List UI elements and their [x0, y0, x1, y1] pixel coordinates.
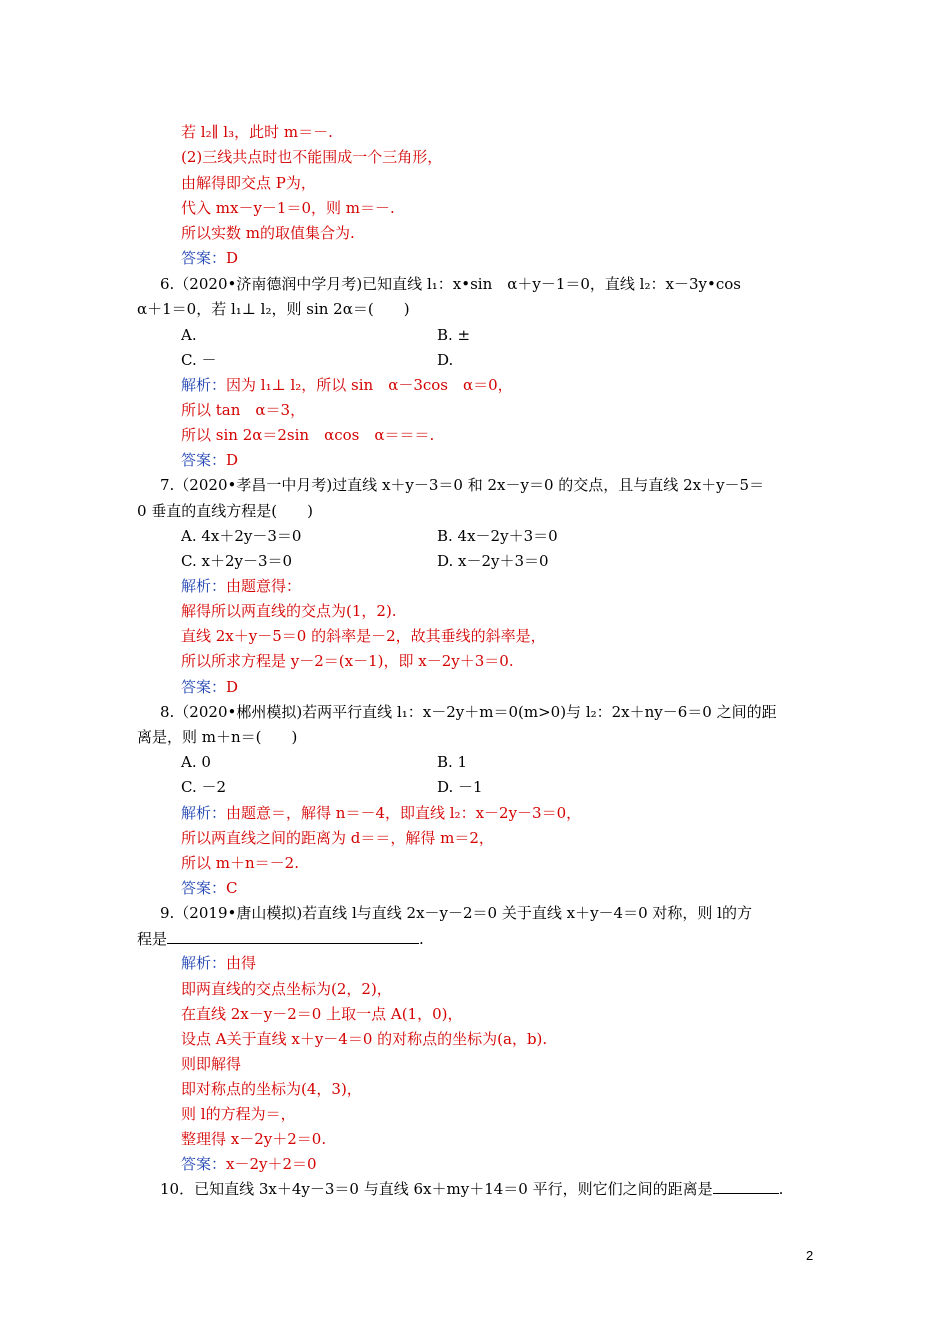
line-text: 所以 m＋n＝－2.	[181, 854, 299, 872]
solution-line	[181, 146, 442, 168]
line-text: 整理得 x－2y＋2＝0.	[181, 1130, 327, 1148]
solution-line	[181, 827, 494, 849]
line-text: 9.（2019•唐山模拟)若直线 l与直线 2x－y－2＝0 关于直线 x＋y－4＝0 对称，则 l的方	[160, 904, 752, 922]
solution-line	[181, 1028, 547, 1050]
solution-line	[181, 952, 256, 974]
line-text: 则 l的方程为＝，	[181, 1105, 296, 1123]
answer-option: D. x－2y＋3＝0	[437, 552, 549, 570]
question-line	[160, 1178, 783, 1200]
answer-option: C. －2	[181, 778, 227, 796]
answer-option: D.	[437, 351, 454, 369]
line-label: 解析：	[181, 804, 227, 822]
blank-period: .	[778, 1180, 784, 1198]
line-text: 离是，则 m＋n＝( )	[137, 728, 298, 746]
line-text: 0 垂直的直线方程是( )	[137, 502, 314, 520]
question-line	[137, 928, 424, 950]
line-value: 由得	[226, 954, 257, 972]
solution-line	[181, 1053, 241, 1075]
line-text: 所以 tan α＝3，	[181, 401, 306, 419]
question-line	[137, 726, 297, 748]
solution-line	[181, 1078, 362, 1100]
line-label: 答案：	[181, 1155, 227, 1173]
solution-line	[181, 978, 392, 1000]
question-line	[160, 902, 752, 924]
line-value: 由题意＝，解得 n＝－4，即直线 l₂：x－2y－3＝0，	[226, 804, 582, 822]
answer-option: C. －	[181, 351, 217, 369]
solution-line	[181, 625, 546, 647]
line-text: 则即解得	[181, 1055, 242, 1073]
answer-line	[181, 877, 238, 899]
line-label: 解析：	[181, 577, 227, 595]
line-label: 解析：	[181, 954, 227, 972]
solution-line	[181, 802, 581, 824]
answer-option: A.	[181, 326, 197, 344]
answer-option: D. －1	[437, 778, 483, 796]
line-text: 在直线 2x－y－2＝0 上取一点 A(1，0)，	[181, 1005, 463, 1023]
solution-line	[181, 222, 355, 244]
line-text: 所以 sin 2α＝2sin αcos α＝＝＝.	[181, 426, 435, 444]
line-value: x－2y＋2＝0	[226, 1155, 317, 1173]
line-label: 解析：	[181, 376, 227, 394]
answer-option: A. 4x＋2y－3＝0	[181, 527, 302, 545]
answer-line	[181, 247, 238, 269]
line-text: 解得所以两直线的交点为(1，2).	[181, 602, 397, 620]
question-line	[160, 273, 741, 295]
line-text: 由解得即交点 P为，	[181, 174, 316, 192]
line-text: (2)三线共点时也不能围成一个三角形，	[181, 148, 443, 166]
blank-period: .	[419, 930, 424, 948]
solution-line	[181, 852, 299, 874]
answer-line	[181, 449, 238, 471]
line-value: 因为 l₁⊥ l₂，所以 sin α－3cos α＝0，	[226, 376, 513, 394]
solution-line	[181, 575, 301, 597]
answer-option: B. ±	[437, 326, 471, 344]
line-label: 答案：	[181, 879, 227, 897]
line-text: 程是	[137, 930, 168, 948]
page-number: 2	[806, 1248, 814, 1263]
answer-option: A. 0	[181, 753, 211, 771]
line-text: 6.（2020•济南德润中学月考)已知直线 l₁：x•sin α＋y－1＝0，直线 l₂：x－3y•cos	[160, 275, 741, 293]
question-line	[160, 701, 777, 723]
solution-line	[181, 424, 434, 446]
answer-option: B. 1	[437, 753, 468, 771]
line-text: 8.（2020•郴州模拟)若两平行直线 l₁：x－2y＋m＝0(m>0)与 l₂：2x＋ny－6＝0 之间的距	[160, 703, 777, 721]
solution-line	[181, 1103, 296, 1125]
fill-in-blank	[167, 929, 419, 944]
line-text: 若 l₂∥ l₃，此时 m＝－.	[181, 123, 333, 141]
solution-line	[181, 650, 514, 672]
line-label: 答案：	[181, 678, 227, 696]
solution-line	[181, 197, 395, 219]
solution-line	[181, 1128, 326, 1150]
line-text: 直线 2x＋y－5＝0 的斜率是－2，故其垂线的斜率是，	[181, 627, 546, 645]
solution-line	[181, 374, 513, 396]
line-label: 答案：	[181, 249, 227, 267]
line-value: D	[226, 451, 239, 469]
line-text: 代入 mx－y－1＝0，则 m＝－.	[181, 199, 395, 217]
line-text: α＋1＝0，若 l₁⊥ l₂，则 sin 2α＝( )	[137, 300, 410, 318]
answer-line	[181, 676, 238, 698]
line-text: 设点 A关于直线 x＋y－4＝0 的对称点的坐标为(a，b).	[181, 1030, 548, 1048]
answer-line	[181, 1153, 317, 1175]
solution-line	[181, 1003, 463, 1025]
question-line	[160, 474, 764, 496]
solution-line	[181, 172, 316, 194]
answer-option: B. 4x－2y＋3＝0	[437, 527, 558, 545]
line-text: 10．已知直线 3x＋4y－3＝0 与直线 6x＋my＋14＝0 平行，则它们之间的距离是	[160, 1180, 713, 1198]
line-text: 所以所求方程是 y－2＝(x－1)，即 x－2y＋3＝0.	[181, 652, 514, 670]
line-text: 所以实数 m的取值集合为.	[181, 224, 355, 242]
fill-in-blank	[713, 1179, 779, 1194]
question-line	[137, 298, 410, 320]
solution-line	[181, 600, 397, 622]
line-text: 7.（2020•孝昌一中月考)过直线 x＋y－3＝0 和 2x－y＝0 的交点，且与直线 2x＋y－5＝	[160, 476, 765, 494]
answer-option: C. x＋2y－3＝0	[181, 552, 293, 570]
solution-line	[181, 399, 305, 421]
line-value: 由题意得：	[226, 577, 302, 595]
line-label: 答案：	[181, 451, 227, 469]
solution-line	[181, 121, 333, 143]
line-text: 即对称点的坐标为(4，3)，	[181, 1080, 362, 1098]
question-line	[137, 500, 313, 522]
line-value: D	[226, 249, 239, 267]
line-value: C	[226, 879, 238, 897]
line-text: 所以两直线之间的距离为 d＝＝，解得 m＝2，	[181, 829, 494, 847]
line-text: 即两直线的交点坐标为(2，2)，	[181, 980, 392, 998]
line-value: D	[226, 678, 239, 696]
